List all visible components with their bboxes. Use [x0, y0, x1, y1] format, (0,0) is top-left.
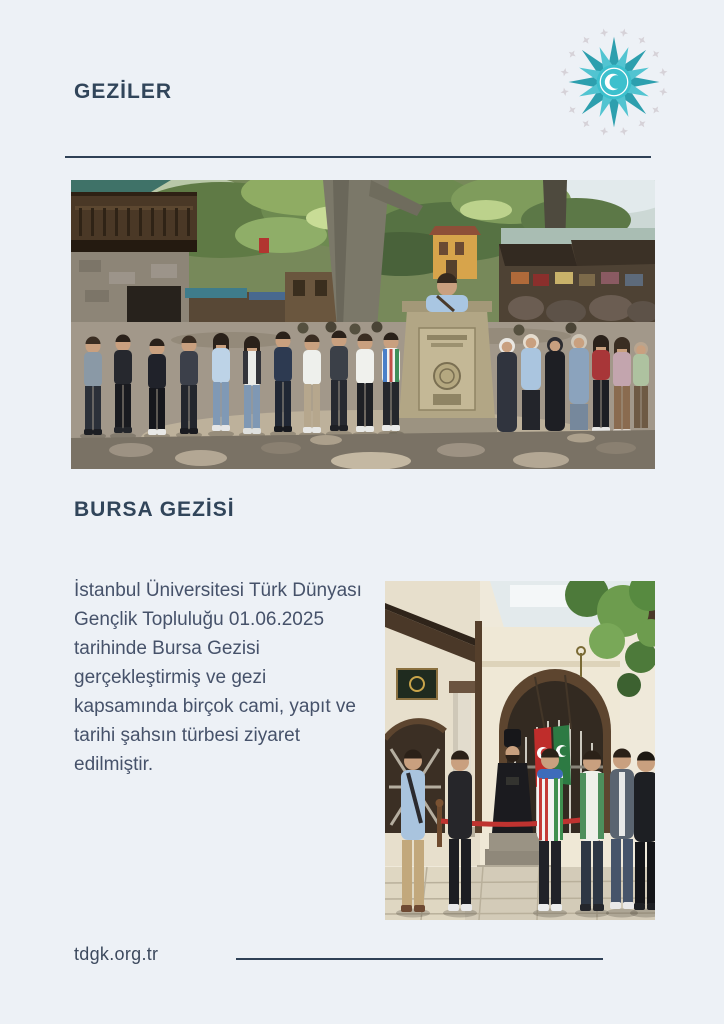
section-title: BURSA GEZİSİ	[74, 498, 235, 521]
footer-divider	[236, 958, 603, 960]
sun-crescent-icon	[556, 24, 672, 140]
paragraph-line: tarihinde Bursa Gezisi	[74, 638, 260, 659]
paragraph-line: kapsamında birçok cami, yapıt ve	[74, 696, 356, 717]
paragraph-line: gerçekleştirmiş ve gezi	[74, 667, 267, 688]
trip-description	[74, 576, 394, 779]
turkic-world-logo	[556, 24, 672, 140]
header-divider	[65, 156, 651, 158]
website-text: tdgk.org.tr	[74, 944, 159, 964]
cumalikizik-group-photo	[71, 180, 655, 469]
paragraph-line: İstanbul Üniversitesi Türk Dünyası	[74, 580, 362, 601]
paragraph-line: Gençlik Topluluğu 01.06.2025	[74, 609, 325, 630]
page-title: GEZİLER	[74, 80, 173, 103]
paragraph-line: tarihi şahsın türbesi ziyaret	[74, 725, 300, 746]
paragraph-line: edilmiştir.	[74, 754, 154, 775]
tomb-visit-photo	[385, 581, 655, 920]
